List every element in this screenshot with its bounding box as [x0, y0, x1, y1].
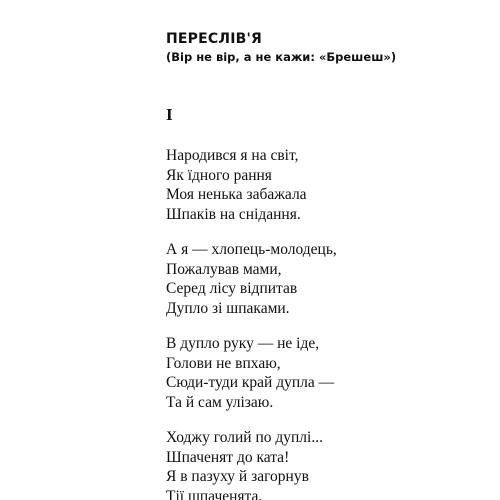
poem-line: Тії шпаченята. — [166, 487, 263, 500]
poem-line: Сюди-туди край дупла — — [166, 374, 335, 392]
poem-line: Серед лісу відпитав — [166, 280, 298, 298]
poem-line: А я — хлопець-молодець, — [166, 241, 337, 258]
poem-line: Народився я на світ, — [166, 147, 299, 164]
poem-subtitle: (Вір не вір, а не кажи: «Брешеш») — [166, 50, 397, 64]
poem-line: Моя ненька забажала — [166, 186, 307, 204]
poem-line: Та й сам улізаю. — [166, 393, 274, 411]
poem-line: Як їдного рання — [166, 166, 272, 184]
stanza-2 — [166, 240, 337, 318]
stanza-3 — [166, 334, 334, 412]
poem-line: Пожалував мами, — [166, 260, 282, 278]
poem-line: Дупло зі шпаками. — [166, 299, 290, 317]
poem-title: ПЕРЕСЛІВ'Я — [166, 31, 262, 47]
poem-line: Шпаченят до ката! — [166, 448, 290, 466]
poem-line: Шпаків на снідання. — [166, 205, 301, 223]
poem-line: Ходжу голий по дуплі... — [166, 429, 323, 446]
stanza-1 — [166, 146, 307, 224]
poem-line: В дупло руку — не іде, — [166, 335, 320, 352]
poem-line: Я в пазуху й загорнув — [166, 468, 309, 486]
stanza-4 — [166, 428, 323, 500]
section-number: I — [166, 105, 173, 124]
poem-line: Голови не впхаю, — [166, 354, 281, 372]
